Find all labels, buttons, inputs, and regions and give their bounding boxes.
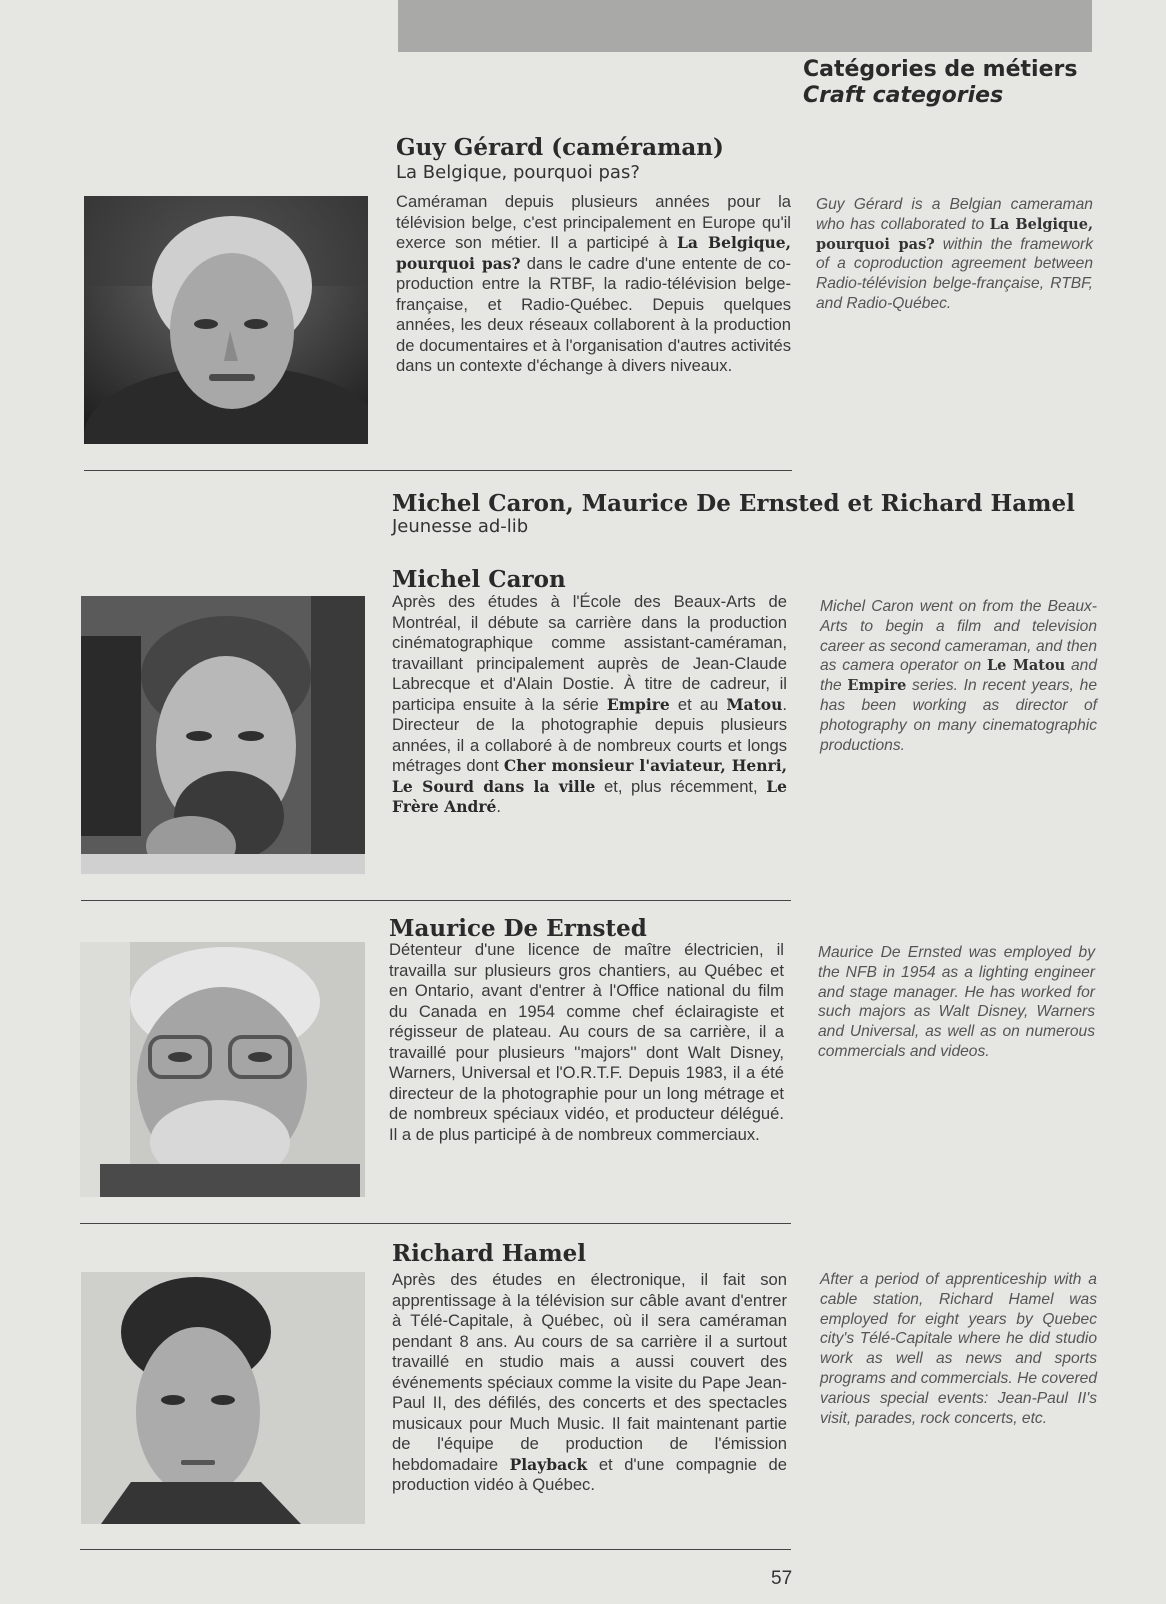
section-divider [81, 900, 791, 901]
richard-hamel-title: Richard Hamel [392, 1240, 587, 1267]
category-title-en: Craft categories [803, 83, 1004, 108]
guy-gerard-title: Guy Gérard (caméraman) [396, 134, 724, 161]
richard-hamel-photo [81, 1272, 365, 1524]
richard-hamel-bio-en: After a period of apprenticeship with a cable station, Richard Hamel was employed for eight years by Quebec city's Télé-Capitale where he did studio work as well as news and sports programs and commercials. He covered various special events: Jean-Paul II's visit, parades, rock concerts, etc. [820, 1271, 1097, 1427]
richard-hamel-bio-fr: Après des études en électronique, il fait son apprentissage à la télévision sur câble avant d'entrer à Télé-Capitale, à Québec, où il sera caméraman pendant 8 ans. Au cours de sa carrière il a surtout travaillé en studio mais a aussi couvert des événements spéciaux comme la visite du Pape Jean-Paul II, des défilés, des concerts et des spectacles musicaux pour Much Music. Il fait maintenant partie de l'équipe de production de l'émission hebdomadaire Playback et d'une compagnie de production vidéo à Québec. [392, 1270, 787, 1494]
guy-gerard-bio-fr: Caméraman depuis plusieurs années pour la télévision belge, c'est principalement en Europe qu'il exerce son métier. Il a participé à La Belgique, pourquoi pas? dans le cadre d'une entente de co-production entre la RTBF, la radio-télévision belge-française, et Radio-Québec. Depuis quelques années, les deux réseaux collaborent à la production de documentaires et à l'organisation d'autres activités dans un contexte d'échange à divers niveaux. [396, 192, 791, 375]
header-gray-band [398, 0, 1092, 52]
guy-gerard-film-title: La Belgique, pourquoi pas? [396, 162, 640, 183]
section-divider [84, 470, 792, 471]
guy-gerard-bio-en: Guy Gérard is a Belgian cameraman who has collaborated to La Belgique, pourquoi pas? within the framework of a coproduction agreement between Radio-télévision belge-française, RTBF, and Radio-Québec. [816, 196, 1094, 312]
maurice-de-ernsted-bio-en: Maurice De Ernsted was employed by the NFB in 1954 as a lighting engineer and stage manager. He has worked for such majors as Walt Disney, Warners and Universal, as well as on numerous commercials and videos. [818, 944, 1095, 1060]
michel-caron-title: Michel Caron [392, 566, 566, 593]
group-film-title: Jeunesse ad-lib [392, 516, 529, 537]
section-divider [80, 1549, 791, 1550]
category-title-fr: Catégories de métiers [803, 57, 1078, 82]
maurice-de-ernsted-photo [80, 942, 365, 1197]
section-divider [80, 1223, 791, 1224]
guy-gerard-photo [84, 196, 368, 444]
michel-caron-bio-fr: Après des études à l'École des Beaux-Arts de Montréal, il débute sa carrière dans la production cinématographique comme assistant-caméraman, travaillant principalement auprès de Jean-Claude Labrecque et d'Alain Dostie. À titre de cadreur, il participa ensuite à la série Empire et au Matou. Directeur de la photographie depuis plusieurs années, il a collaboré à de nombreux courts et longs métrages dont Cher monsieur l'aviateur, Henri, Le Sourd dans la ville et, plus récemment, Le Frère André. [392, 592, 787, 816]
page-number: 57 [771, 1568, 793, 1589]
maurice-de-ernsted-title: Maurice De Ernsted [389, 915, 647, 942]
michel-caron-bio-en: Michel Caron went on from the Beaux-Arts to begin a film and television career as second cameraman, and then as camera operator on Le Matou and the Empire series. In recent years, he has been working as director of photography on many cinematographic productions. [820, 598, 1097, 754]
group-title: Michel Caron, Maurice De Ernsted et Richard Hamel [392, 490, 1075, 517]
michel-caron-photo [81, 596, 365, 874]
maurice-de-ernsted-bio-fr: Détenteur d'une licence de maître électricien, il travailla sur plusieurs gros chantiers, au Québec et en Ontario, avant d'entrer à l'Office national du film du Canada en 1954 comme chef éclairagiste et régisseur de plateau. Au cours de sa carrière, il a travaillé pour plusieurs ''majors'' dont Walt Disney, Warners, Universal et l'O.R.T.F. Depuis 1983, il a été directeur de la photographie pour un long métrage et de nombreux spéciaux vidéo, et producteur délégué. Il a de plus participé à de nombreux commerciaux. [389, 940, 784, 1144]
